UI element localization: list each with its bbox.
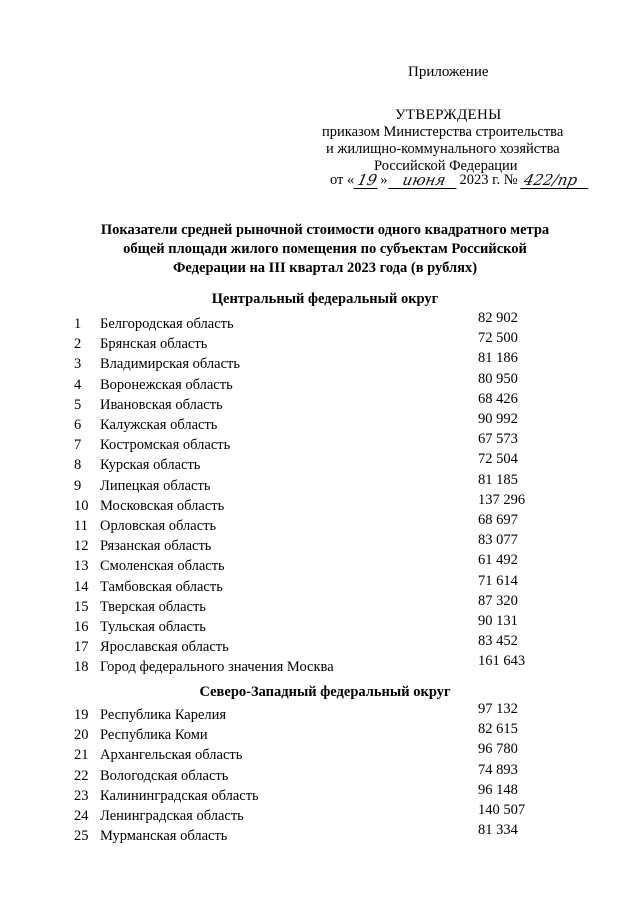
region-name: Курская область <box>100 457 201 474</box>
row-number: 24 <box>74 808 89 824</box>
price-value: 140 507 <box>478 802 526 818</box>
price-value: 96 780 <box>478 741 518 758</box>
price-value: 61 492 <box>478 552 518 569</box>
table-row <box>74 411 574 431</box>
region-name: Республика Карелия <box>100 707 227 723</box>
price-value: 68 426 <box>478 390 518 407</box>
table-row <box>74 653 574 676</box>
price-value: 81 185 <box>478 471 518 488</box>
approved-label: УТВЕРЖДЕНЫ <box>395 107 502 123</box>
region-name: Ивановская область <box>100 396 223 413</box>
region-name: Липецкая область <box>100 477 211 494</box>
handwritten-order-number: 422/пр <box>520 173 591 189</box>
date-prefix: от « <box>330 172 355 188</box>
region-name: Город федерального значения Москва <box>100 659 334 676</box>
table-row <box>74 802 574 822</box>
row-number: 25 <box>74 828 89 845</box>
row-number: 20 <box>74 727 89 744</box>
district-heading: Северо-Западный федеральный округ <box>199 684 451 700</box>
region-name: Белгородская область <box>100 316 234 332</box>
price-value: 97 132 <box>478 701 518 717</box>
region-name: Мурманская область <box>100 828 228 845</box>
date-mid: » <box>380 172 388 188</box>
order-date-line <box>330 172 590 189</box>
price-value: 83 077 <box>478 532 518 549</box>
region-name: Воронежская область <box>100 376 233 393</box>
price-value: 74 893 <box>478 761 518 778</box>
price-value: 161 643 <box>478 653 526 670</box>
table-row <box>74 822 574 845</box>
price-value: 87 320 <box>478 592 518 609</box>
price-value: 67 573 <box>478 431 518 448</box>
row-number: 12 <box>74 538 89 555</box>
row-number: 4 <box>74 376 82 393</box>
table-row <box>74 371 574 391</box>
price-value: 80 950 <box>478 370 518 387</box>
price-value: 72 504 <box>478 451 518 468</box>
region-name: Калужская область <box>100 417 218 433</box>
row-number: 21 <box>74 747 89 764</box>
table-row <box>74 721 574 744</box>
price-value: 90 992 <box>478 411 518 427</box>
table-row <box>74 593 574 613</box>
price-value: 68 697 <box>478 512 518 528</box>
table-row <box>74 472 574 492</box>
price-value: 90 131 <box>478 613 518 629</box>
price-value: 82 615 <box>478 721 518 738</box>
date-year: 2023 г. № <box>459 172 518 188</box>
region-name: Орловская область <box>100 518 217 534</box>
table-row <box>74 350 574 373</box>
row-number: 13 <box>74 558 89 575</box>
table-row <box>74 330 574 353</box>
row-number: 11 <box>74 518 88 534</box>
region-name: Архангельская область <box>100 747 243 764</box>
table-row <box>74 310 574 330</box>
row-number: 16 <box>74 619 89 635</box>
handwritten-month: июня <box>388 173 459 189</box>
row-number: 17 <box>74 639 89 656</box>
row-number: 23 <box>74 787 89 804</box>
region-name: Костромская область <box>100 437 231 454</box>
order-line-2: и жилищно-коммунального хозяйства <box>326 141 560 157</box>
region-name: Владимирская область <box>100 356 240 373</box>
region-name: Калининградская область <box>100 787 259 804</box>
region-name: Рязанская область <box>100 538 212 555</box>
row-number: 18 <box>74 659 89 676</box>
row-number: 14 <box>74 578 89 595</box>
region-name: Брянская область <box>100 336 208 353</box>
handwritten-day: 19 <box>354 173 381 189</box>
price-value: 81 186 <box>478 350 518 367</box>
region-name: Тамбовская область <box>100 578 223 595</box>
region-name: Вологодская область <box>100 767 229 784</box>
row-number: 1 <box>74 316 82 332</box>
region-name: Ярославская область <box>100 639 229 656</box>
order-line-1: приказом Министерства строительства <box>322 124 564 140</box>
table-row <box>74 741 574 764</box>
table-row <box>74 451 574 474</box>
price-value: 96 148 <box>478 781 518 798</box>
price-value: 71 614 <box>478 572 518 589</box>
row-number: 6 <box>74 417 82 433</box>
order-line-3: Российской Федерации <box>374 158 518 174</box>
table-row <box>74 782 574 802</box>
table-row <box>74 613 574 633</box>
row-number: 2 <box>74 336 82 353</box>
table-row <box>74 391 574 411</box>
row-number: 15 <box>74 598 89 615</box>
row-number: 8 <box>74 457 82 474</box>
table-row <box>74 762 574 782</box>
region-name: Республика Коми <box>100 727 208 744</box>
table-row <box>74 633 574 656</box>
region-name: Ленинградская область <box>100 808 244 824</box>
row-number: 19 <box>74 707 89 723</box>
row-number: 5 <box>74 396 82 413</box>
price-value: 137 296 <box>478 491 526 508</box>
table-row <box>74 492 574 512</box>
table-row <box>74 532 574 555</box>
row-number: 3 <box>74 356 82 373</box>
row-number: 10 <box>74 497 89 514</box>
row-number: 9 <box>74 477 82 494</box>
table-row <box>74 552 574 575</box>
price-value: 81 334 <box>478 822 518 839</box>
price-value: 82 902 <box>478 310 518 326</box>
appendix-label: Приложение <box>408 64 489 80</box>
table-row <box>74 701 574 721</box>
region-name: Тверская область <box>100 598 206 615</box>
row-number: 7 <box>74 437 82 454</box>
price-value: 83 452 <box>478 633 518 650</box>
region-name: Тульская область <box>100 619 206 635</box>
region-name: Московская область <box>100 497 225 514</box>
region-name: Смоленская область <box>100 558 225 575</box>
table-row <box>74 512 574 532</box>
table-row <box>74 573 574 593</box>
table-row <box>74 431 574 454</box>
district-heading: Центральный федеральный округ <box>211 291 439 307</box>
row-number: 22 <box>74 767 89 784</box>
price-value: 72 500 <box>478 330 518 347</box>
document-title: Показатели средней рыночной стоимости одного квадратного метра общей площади жилого помещения по субъектам Российской Федерации на III квартал 2023 года (в рублях) <box>100 222 550 276</box>
